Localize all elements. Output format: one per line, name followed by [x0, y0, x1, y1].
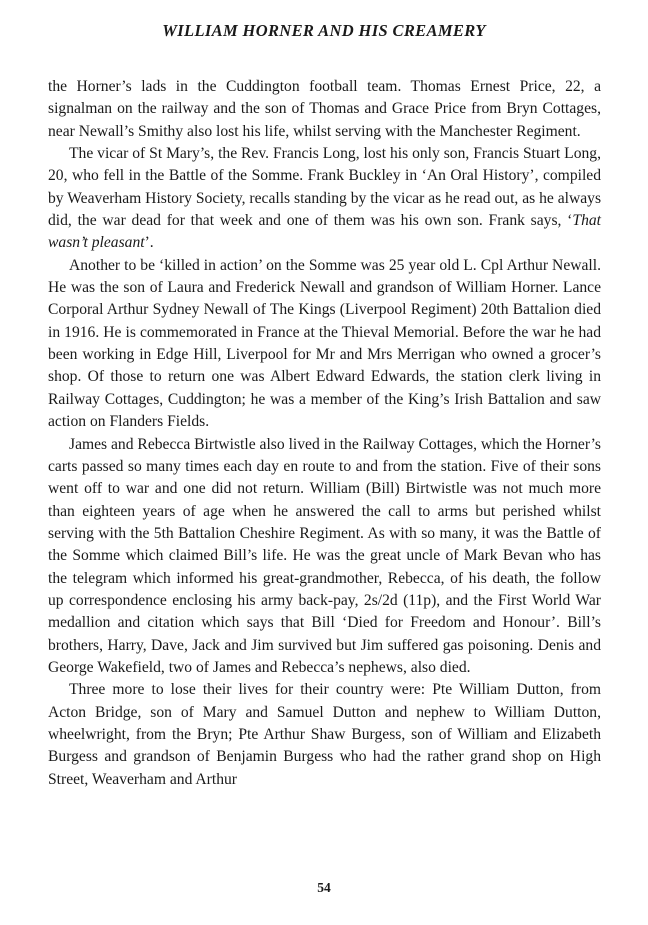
- paragraph-1: the Horner’s lads in the Cuddington football team. Thomas Ernest Price, 22, a signalman on the railway and the son of Thomas and Grace Price from Bryn Cottages, near Newall’s Smithy also lost his life, whilst serving with the Manchester Regiment.: [48, 78, 601, 140]
- paragraph-2-text-after-quote: ’.: [144, 234, 154, 252]
- paragraph-2-italic-quote: That wasn’t pleasant: [48, 212, 601, 252]
- page-number: 54: [317, 880, 331, 895]
- paragraph-3: Another to be ‘killed in action’ on the Somme was 25 year old L. Cpl Arthur Newall. He was the son of Laura and Frederick Newall and grandson of William Horner. Lance Corporal Arthur Sydney Newall of The Kings (Liverpool Regiment) 20th Battalion died in 1916. He is commemorated in France at the Thieval Memorial. Before the war he had been working in Edge Hill, Liverpool for Mr and Mrs Merrigan who owned a grocer’s shop. Of those to return one was Albert Edward Edwards, the station clerk living in Railway Cottages, Cuddington; he was a member of the King’s Irish Battalion and saw action on Flanders Fields.: [48, 256, 601, 431]
- paragraph-2: [48, 143, 601, 255]
- running-head: WILLIAM HORNER AND HIS CREAMERY: [162, 21, 486, 40]
- paragraph-4: James and Rebecca Birtwistle also lived in the Railway Cottages, which the Horner’s carts passed so many times each day en route to and from the station. Five of their sons went off to war and one did not return. William (Bill) Birtwistle was not much more than eighteen years of age when he answered the call to arms but perished whilst serving with the 5th Battalion Cheshire Regiment. As with so many, it was the Battle of the Somme which claimed Bill’s life. He was the great uncle of Mark Bevan who has the telegram which informed his great-grandmother, Rebecca, of his death, the follow up correspondence enclosing his army back-pay, 2s/2d (11p), and the First World War medallion and citation which says that Bill ‘Died for Freedom and Honour’. Bill’s brothers, Harry, Dave, Jack and Jim survived but Jim suffered gas poisoning. Denis and George Wakefield, two of James and Rebecca’s nephews, also died.: [48, 435, 601, 676]
- paragraph-5: Three more to lose their lives for their country were: Pte William Dutton, from Acton Bridge, son of Mary and Samuel Dutton and nephew to William Dutton, wheelwright, from the Bryn; Pte Arthur Shaw Burgess, son of William and Elizabeth Burgess and grandson of Benjamin Burgess who had the rather grand shop on High Street, Weaverham and Arthur: [48, 681, 601, 788]
- paragraph-2-text-before-quote: The vicar of St Mary’s, the Rev. Francis Long, lost his only son, Francis Stuart Long, 20, who fell in the Battle of the Somme. Frank Buckley in ‘An Oral History’, compiled by Weaverham History Society, recalls standing by the vicar as he read out, as he always did, the war dead for that week and one of them was his own son. Frank says, ‘: [48, 145, 602, 230]
- body-text-block: [48, 76, 601, 791]
